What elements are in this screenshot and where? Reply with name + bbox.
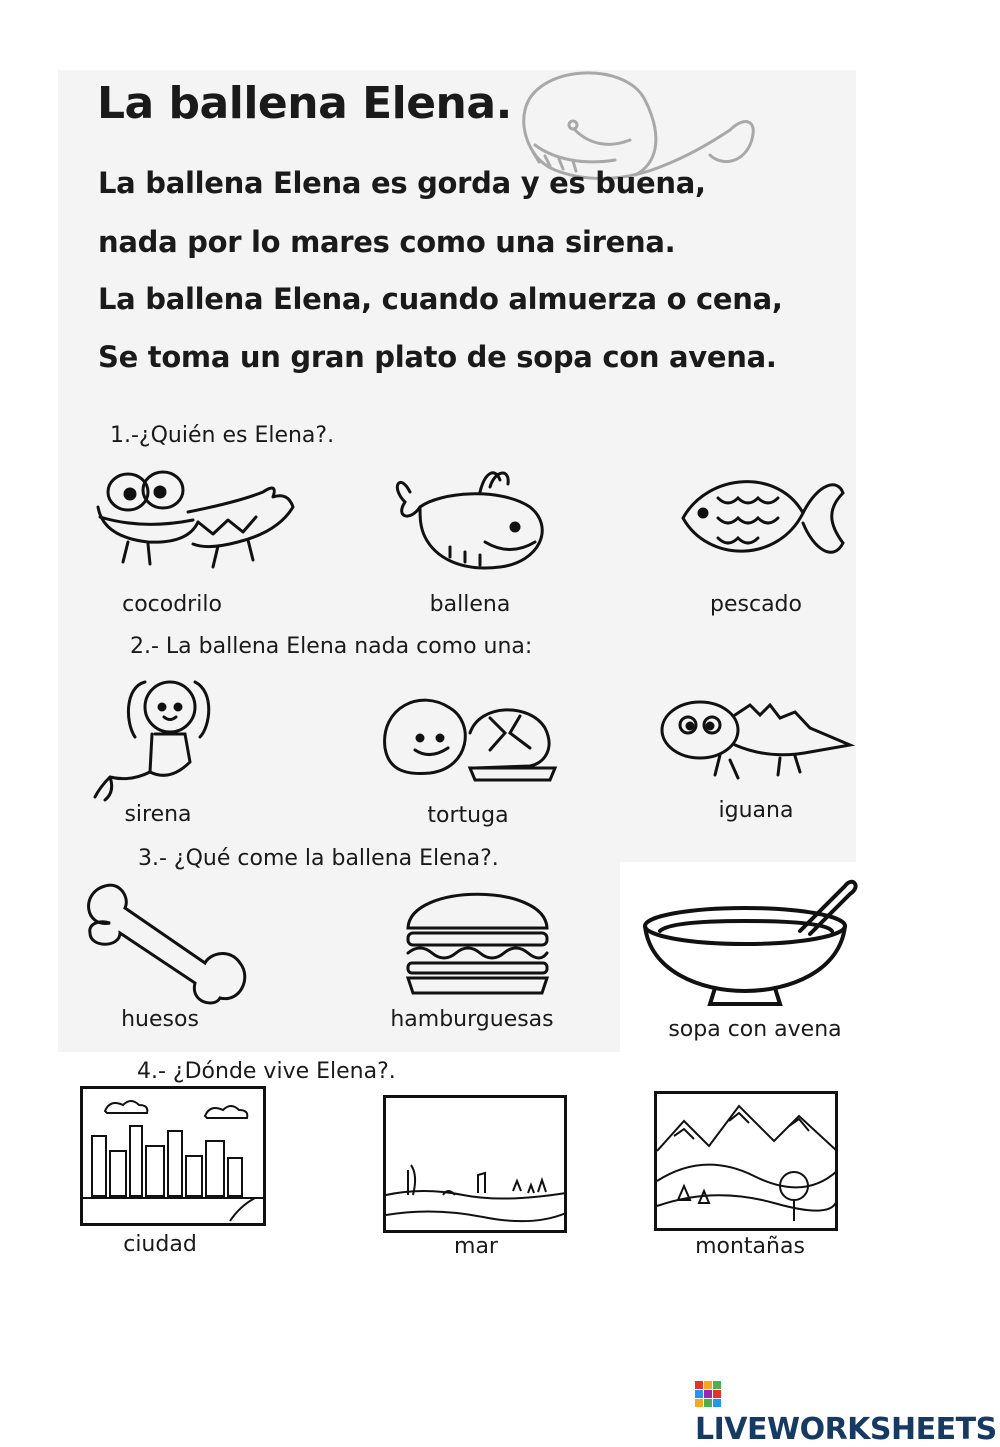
option-label-huesos[interactable]: huesos: [121, 1007, 199, 1032]
sea-icon[interactable]: [383, 1095, 567, 1233]
option-label-ballena[interactable]: ballena: [429, 592, 511, 617]
soup-bowl-icon[interactable]: [640, 876, 860, 1011]
worksheet-title: La ballena Elena.: [97, 78, 512, 129]
mountains-icon[interactable]: [654, 1091, 838, 1231]
poem-line-4: Se toma un gran plato de sopa con avena.: [98, 340, 777, 374]
option-label-iguana[interactable]: iguana: [718, 798, 794, 823]
whale-icon[interactable]: [390, 462, 560, 577]
option-label-pescado[interactable]: pescado: [710, 592, 802, 617]
option-label-tortuga[interactable]: tortuga: [427, 803, 509, 828]
hamburger-icon[interactable]: [400, 878, 555, 998]
iguana-icon[interactable]: [660, 690, 855, 790]
poem-line-3: La ballena Elena, cuando almuerza o cena,: [98, 282, 783, 316]
option-label-ciudad[interactable]: ciudad: [123, 1232, 197, 1257]
bone-icon[interactable]: [80, 878, 255, 1008]
question-2-text: 2.- La ballena Elena nada como una:: [130, 634, 533, 659]
city-icon[interactable]: [80, 1086, 266, 1226]
poem-line-1: La ballena Elena es gorda y es buena,: [98, 166, 706, 200]
crocodile-icon[interactable]: [88, 462, 308, 582]
option-label-montanas[interactable]: montañas: [695, 1234, 805, 1259]
question-4-text: 4.- ¿Dónde vive Elena?.: [137, 1059, 396, 1084]
option-label-cocodrilo[interactable]: cocodrilo: [122, 592, 222, 617]
question-1-text: 1.-¿Quién es Elena?.: [110, 423, 335, 448]
turtle-icon[interactable]: [380, 688, 560, 788]
mermaid-icon[interactable]: [90, 672, 240, 802]
fish-icon[interactable]: [678, 468, 848, 578]
logo-text: LIVEWORKSHEETS: [695, 1412, 997, 1447]
option-label-mar[interactable]: mar: [454, 1234, 498, 1259]
question-3-text: 3.- ¿Qué come la ballena Elena?.: [138, 846, 499, 871]
logo-mark-icon: [695, 1380, 721, 1406]
option-label-sopa-con-avena[interactable]: sopa con avena: [668, 1017, 842, 1042]
poem-line-2: nada por lo mares como una sirena.: [98, 225, 676, 259]
liveworksheets-logo: [695, 1377, 1000, 1447]
option-label-hamburguesas[interactable]: hamburguesas: [390, 1007, 554, 1032]
option-label-sirena[interactable]: sirena: [124, 802, 192, 827]
